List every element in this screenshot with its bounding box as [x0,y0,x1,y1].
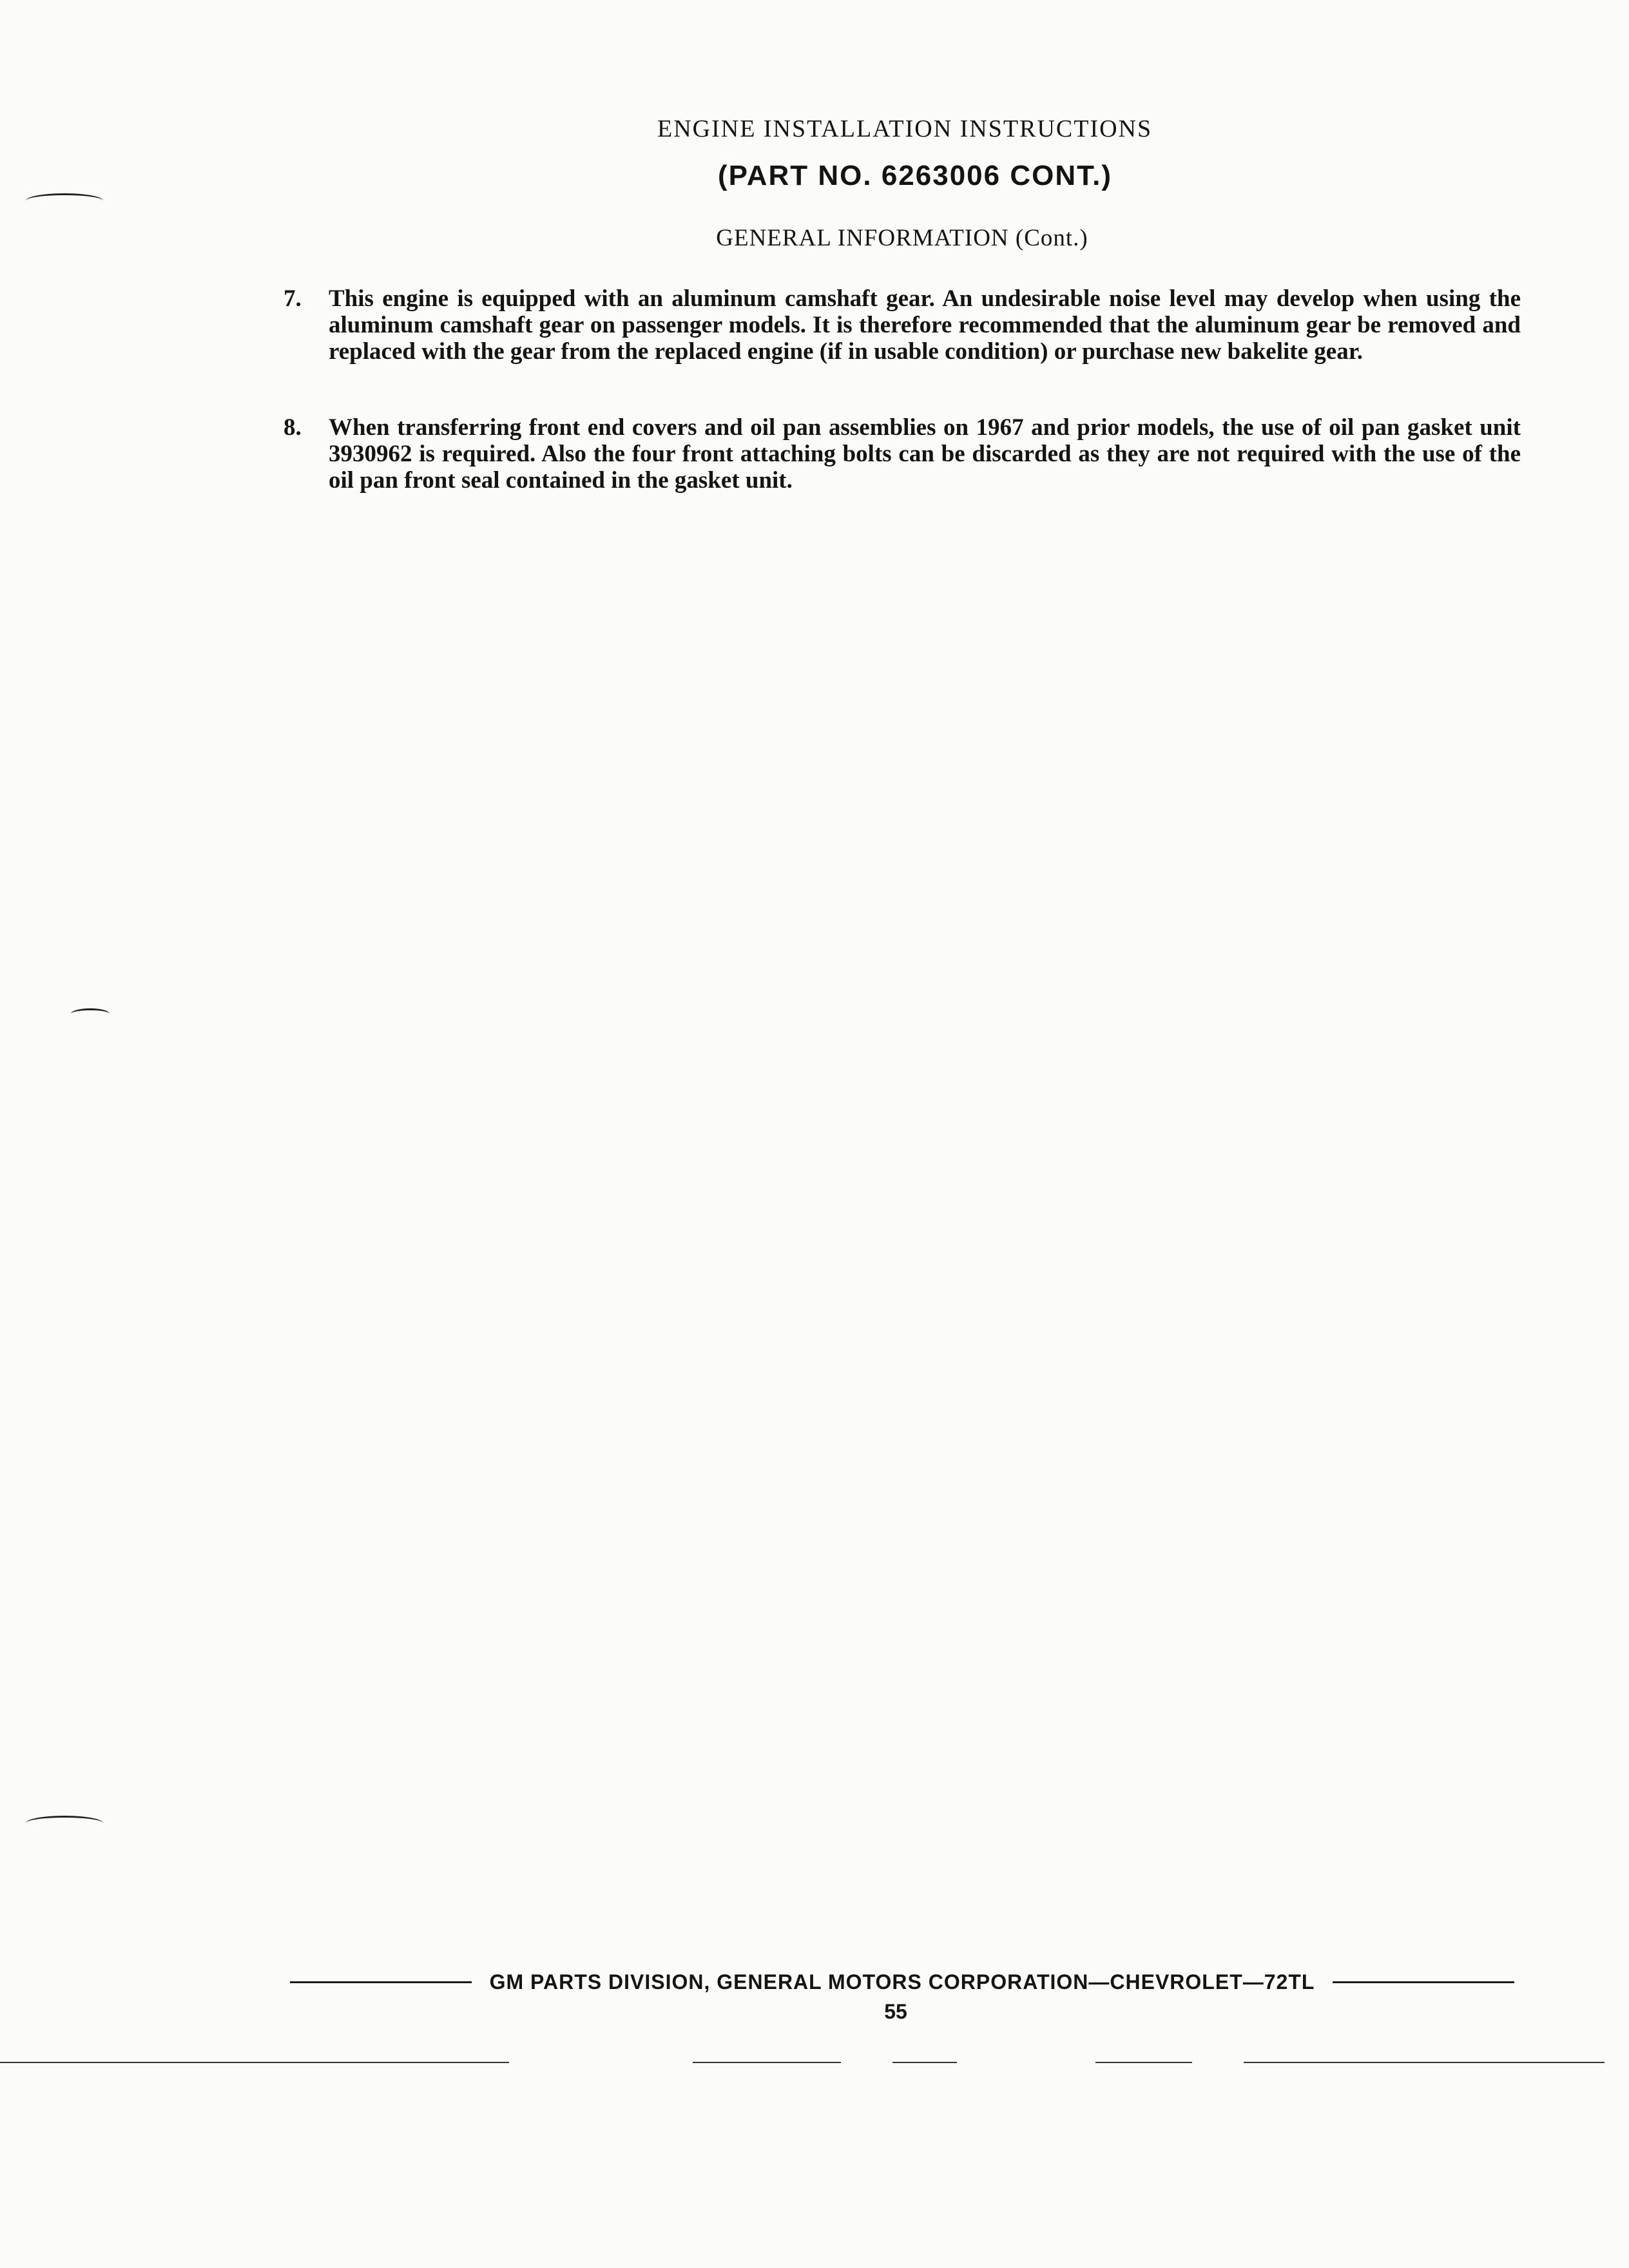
document-title: ENGINE INSTALLATION INSTRUCTIONS [657,115,1153,142]
scan-edge-line [693,2062,841,2063]
footer-rule-left [290,1981,472,1983]
page-number: 55 [884,2000,907,2023]
scan-edge-line [1244,2062,1605,2063]
item-number: 7. [284,285,302,312]
instruction-item [284,414,1521,494]
item-text: When transferring front end covers and oil pan assemblies on 1967 and prior models, the use of oil pan gasket unit 3930962 is required. Also the four front attaching bolts can be discarded as they are not required with the use of the oil pan front seal contained in the gasket unit. [329,414,1521,494]
binder-hole-mark-middle [71,1008,110,1019]
footer-rule-right [1333,1981,1514,1983]
scan-edge-line [1095,2062,1192,2063]
part-number-heading: (PART NO. 6263006 CONT.) [717,160,1112,191]
binder-hole-mark-top [26,193,103,208]
footer-text: GM PARTS DIVISION, GENERAL MOTORS CORPORATION—CHEVROLET—72TL [489,1970,1315,1994]
footer [290,1970,1514,1994]
item-number: 8. [284,414,302,441]
scan-edge-line [0,2062,509,2063]
instruction-item [284,285,1521,365]
item-text: This engine is equipped with an aluminum camshaft gear. An undesirable noise level may develop when using the aluminum camshaft gear on passenger models. It is therefore recommended that the aluminum gear be removed and replaced with the gear from the replaced engine (if in usable condition) or purchase new bakelite gear. [329,285,1521,365]
scan-edge-line [892,2062,957,2063]
section-title: GENERAL INFORMATION (Cont.) [716,225,1088,251]
binder-hole-mark-bottom [26,1816,103,1831]
